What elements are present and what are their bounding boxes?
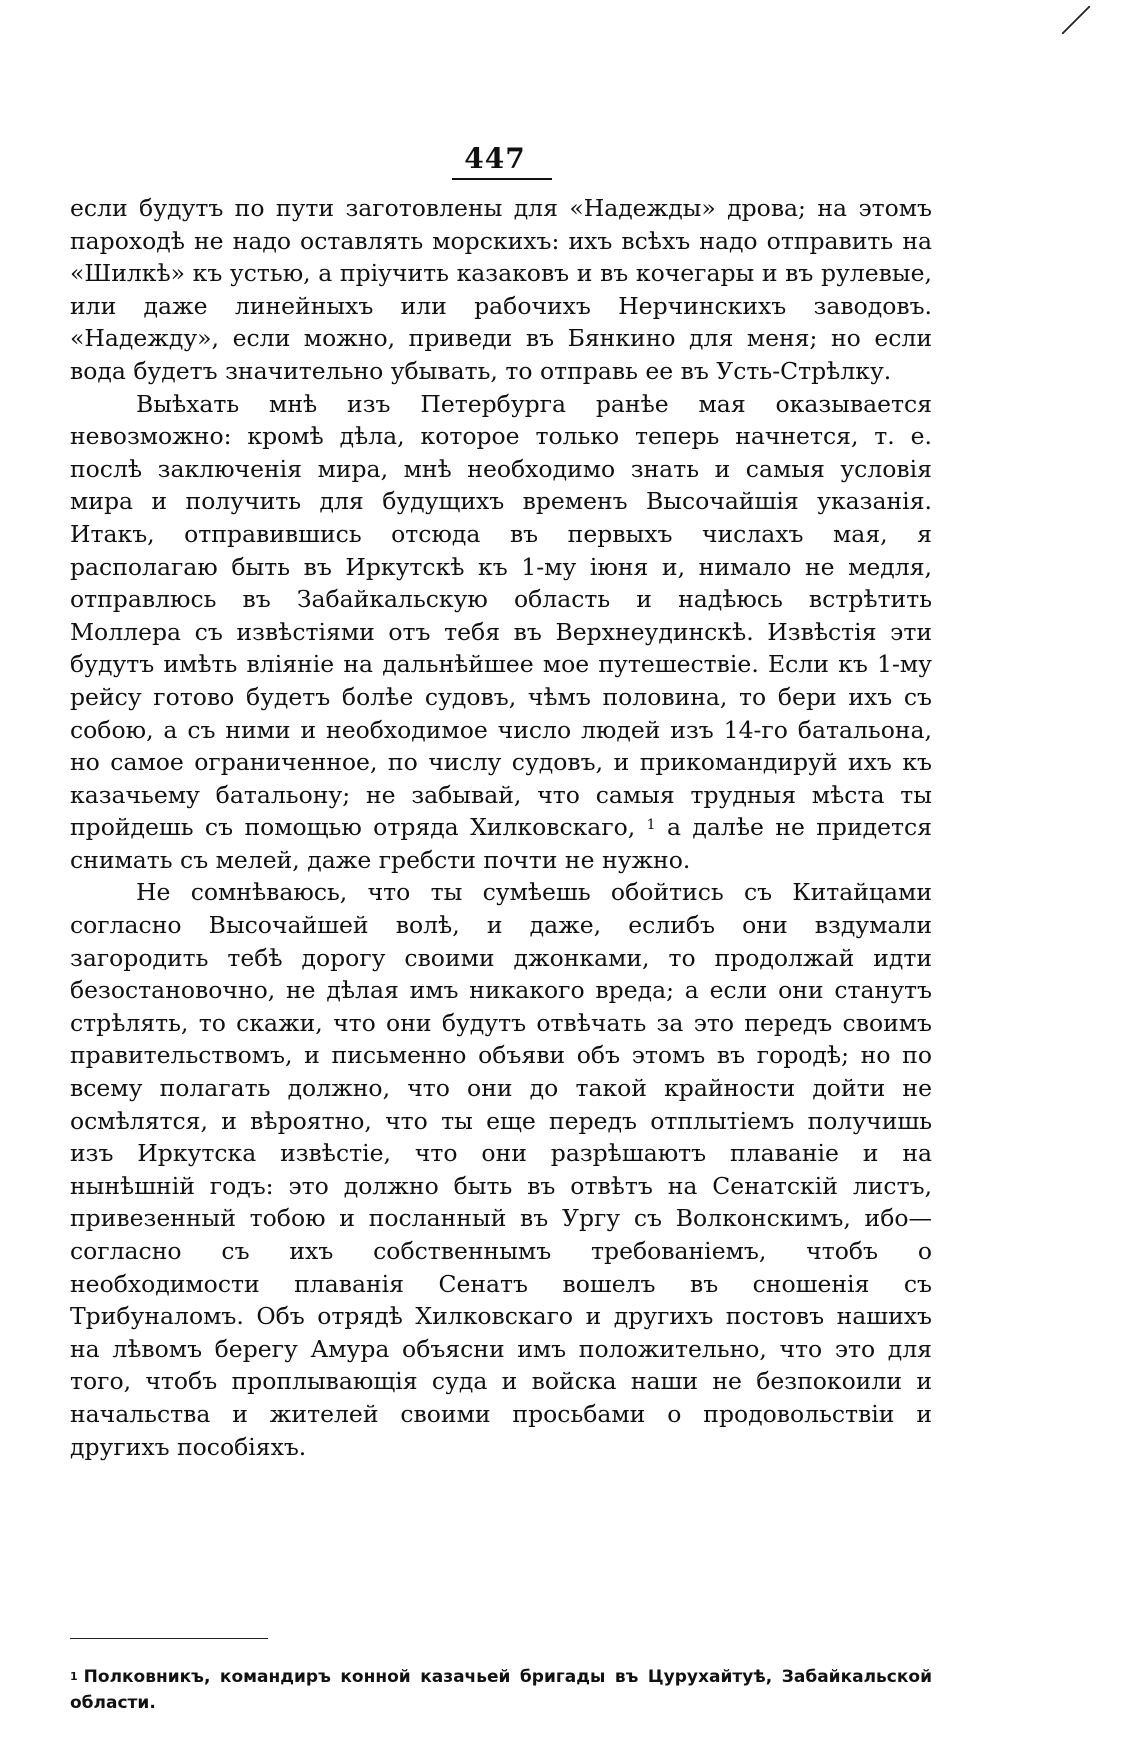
paragraph-2: [70, 388, 932, 877]
paragraph-2-tail: а далѣе не придется снимать съ мелей, даже гребсти почти не нужно.: [70, 813, 932, 874]
footnote-reference: 1: [646, 817, 656, 834]
page-number: 447: [464, 142, 526, 175]
page-number-rule: [452, 178, 552, 180]
paragraph-1: если будутъ по пути заготовлены для «Надежды» дрова; на этомъ пароходѣ не надо оставлять морскихъ: ихъ всѣхъ надо отправить на «Шилкѣ» къ устью, а пріучить казаковъ и въ кочегары и въ рулевые, или даже линейныхъ или рабочихъ Нерчинскихъ заводовъ. «Надежду», если можно, приведи въ Бянкино для меня; но если вода будетъ значительно убывать, то отправь ее въ Усть-Стрѣлку.: [70, 194, 932, 385]
paragraph-2-text: Выѣхать мнѣ изъ Петербурга ранѣе мая оказывается невозможно: кромѣ дѣла, которое только теперь начнется, т. е. послѣ заключенія мира, мнѣ необходимо знать и самыя условія мира и получить для будущихъ временъ Высочайшія указанія. Итакъ, отправившись отсюда въ первыхъ числахъ мая, я располагаю быть въ Иркутскѣ къ 1-му іюня и, нимало не медля, отправлюсь въ Забайкальскую область и надѣюсь встрѣтить Моллера съ извѣстіями отъ тебя въ Верхнеудинскѣ. Извѣстія эти будутъ имѣть вліяніе на дальнѣйшее мое путешествіе. Если къ 1-му рейсу готово будетъ болѣе судовъ, чѣмъ половина, то бери ихъ съ собою, а съ ними и необходимое число людей изъ 14-го батальона, но самое ограниченное, по числу судовъ, и прикомандируй ихъ къ казачьему батальону; не забывай, что самыя трудныя мѣста ты пройдешь съ помощью отряда Хилковскаго,: [70, 389, 932, 842]
footnote-rule: [70, 1638, 268, 1639]
footnote: [70, 1664, 932, 1716]
paragraph-3: Не сомнѣваюсь, что ты сумѣешь обойтись съ Китайцами согласно Высочайшей волѣ, и даже, еслибъ они вздумали загородить тебѣ дорогу своими джонками, то продолжай идти безостановочно, не дѣлая имъ никакого вреда; а если они станутъ стрѣлять, то скажи, что они будутъ отвѣчать за это передъ своимъ правительствомъ, и письменно объяви объ этомъ въ городѣ; но по всему полагать должно, что они до такой крайности дойти не осмѣлятся, и вѣроятно, что ты еще передъ отплытіемъ получишь изъ Иркутска извѣстіе, что они разрѣшаютъ плаваніе и на нынѣшній годъ: это должно быть въ отвѣтъ на Сенатскій листъ, привезенный тобою и посланный въ Ургу съ Волконскимъ, ибо—согласно съ ихъ собственнымъ требованіемъ, чтобъ о необходимости плаванія Сенатъ вошелъ въ сношенія съ Трибуналомъ. Объ отрядѣ Хилковскаго и другихъ постовъ нашихъ на лѣвомъ берегу Амура объясни имъ положительно, что это для того, чтобъ проплывающія суда и войска наши не безпокоили и начальства и жителей своими просьбами о продовольствіи и другихъ пособіяхъ.: [70, 878, 932, 1461]
footnote-text: Полковникъ, командиръ конной казачьей бригады въ Цурухайтуѣ, Забайкальской области.: [70, 1667, 932, 1713]
body-text: [70, 192, 932, 1463]
footnote-marker: 1: [70, 1670, 78, 1683]
corner-mark: [1062, 6, 1090, 34]
